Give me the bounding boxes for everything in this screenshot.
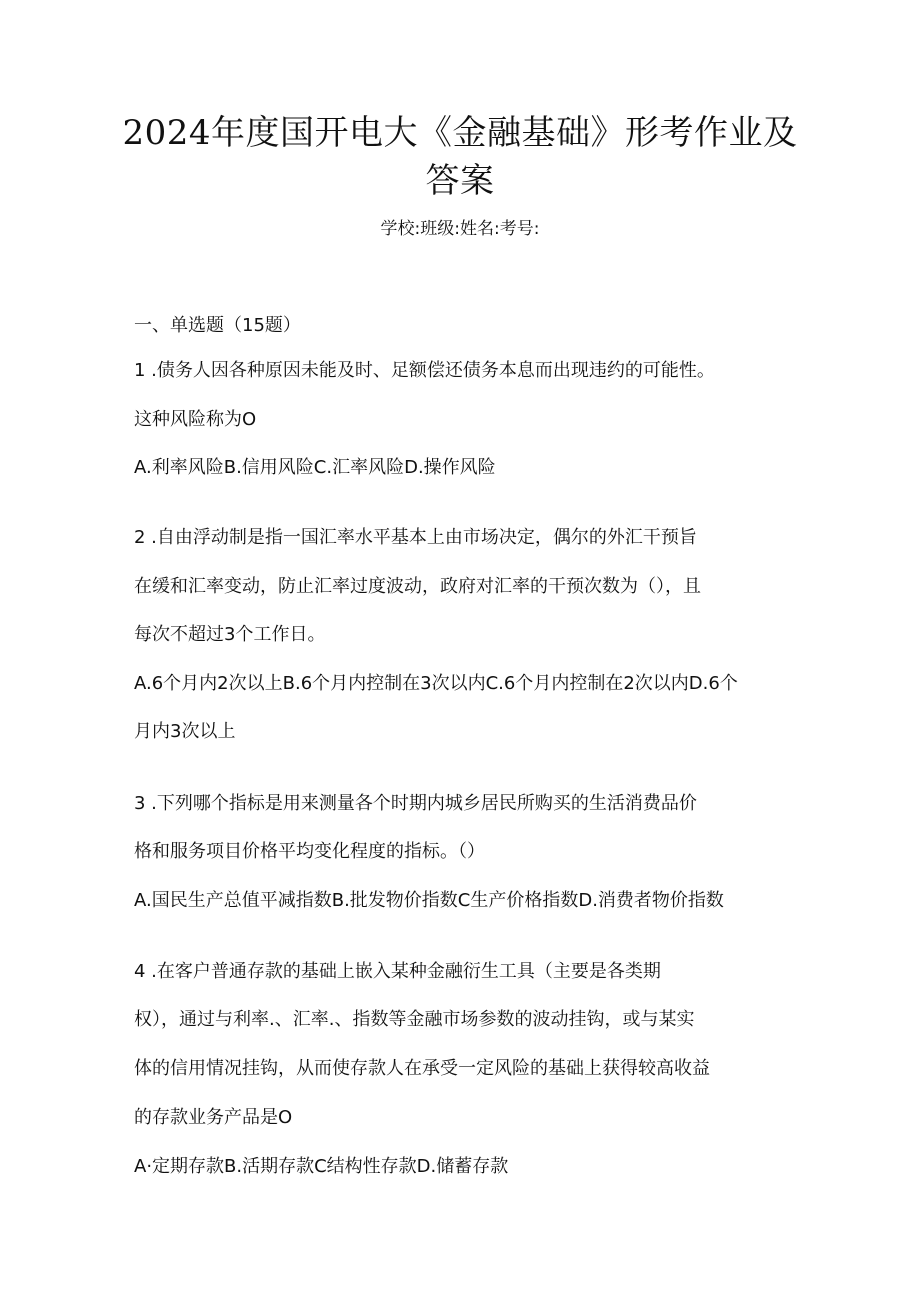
question-2-options-line-1: A.6个月内2次以上B.6个月内控制在3次以内C.6个月内控制在2次以内D.6个 [134, 673, 738, 694]
school-info-line: 学校:班级:姓名:考号: [380, 219, 540, 239]
question-3-line-2: 格和服务项目价格平均变化程度的指标。（） [134, 841, 485, 862]
question-1-options: A.利率风险B.信用风险C.汇率风险D.操作风险 [134, 457, 496, 478]
document-title-line-2: 答案 [425, 161, 495, 201]
question-4-line-1: 4 .在客户普通存款的基础上嵌入某种金融衍生工具（主要是各类期 [134, 961, 661, 982]
question-2-line-3: 每次不超过3个工作日。 [134, 624, 326, 645]
section-heading: 一、单选题（15题） [134, 315, 301, 336]
question-3-options: A.国民生产总值平减指数B.批发物价指数C生产价格指数D.消费者物价指数 [134, 890, 724, 911]
question-1-line-1: 1 .债务人因各种原因未能及时、足额偿还债务本息而出现违约的可能性。 [134, 360, 715, 381]
question-4-line-3: 体的信用情况挂钩，从而使存款人在承受一定风险的基础上获得较高收益 [134, 1058, 710, 1079]
question-3-line-1: 3 .下列哪个指标是用来测量各个时期内城乡居民所购买的生活消费品价 [134, 793, 697, 814]
document-title-line-1: 2024年度国开电大《金融基础》形考作业及 [122, 113, 798, 153]
question-4-line-4: 的存款业务产品是O [134, 1107, 293, 1128]
question-2-options-line-2: 月内3次以上 [134, 721, 236, 742]
question-2-line-1: 2 .自由浮动制是指一国汇率水平基本上由市场决定，偶尔的外汇干预旨 [134, 527, 697, 548]
question-1-line-2: 这种风险称为O [134, 409, 257, 430]
question-2-line-2: 在缓和汇率变动，防止汇率过度波动，政府对汇率的干预次数为（），且 [134, 576, 701, 597]
question-4-line-2: 权），通过与利率.、汇率.、指数等金融市场参数的波动挂钩，或与某实 [134, 1009, 695, 1030]
question-4-options: A·定期存款B.活期存款C结构性存款D.储蓄存款 [134, 1156, 509, 1177]
